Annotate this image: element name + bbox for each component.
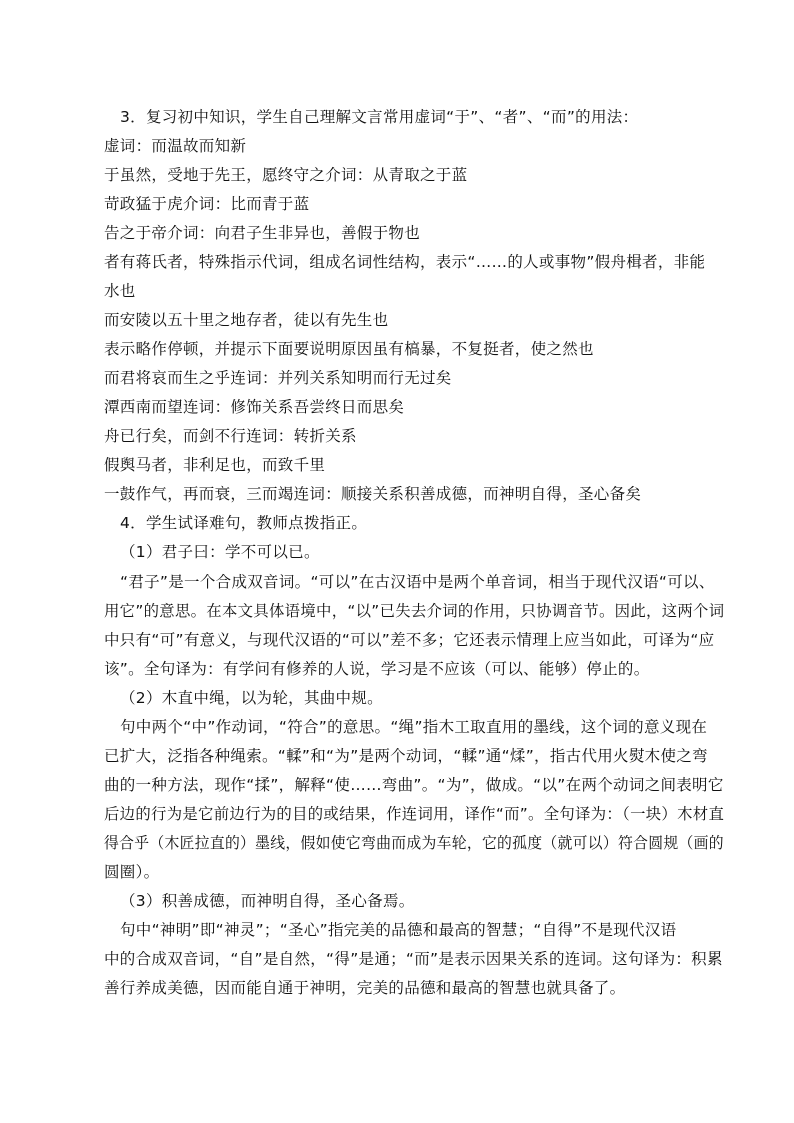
text-line-8: 而安陵以五十里之地存者，徒以有先生也 [104, 311, 389, 329]
text-line-27: 圆圈）。 [104, 863, 160, 881]
text-line-4: 苛政猛于虎介词：比而青于蓝 [104, 195, 310, 213]
text-line-31: 善行养成美德，因而能自通于神明，完美的品德和最高的智慧也就具备了。 [104, 979, 626, 997]
text-line-25: 后边的行为是它前边行为的目的或结果，作连词用，译作“而”。全句译为：（一块）木材直 [104, 805, 725, 823]
text-line-20: 该”。全句译为：有学问有修养的人说，学习是不应该（可以、能够）停止的。 [104, 660, 650, 678]
text-line-10: 而君将哀而生之乎连词：并列关系知明而行无过矣 [104, 369, 452, 387]
text-line-16: （1）君子曰：学不可以已。 [120, 543, 320, 561]
text-line-15: 4．学生试译难句，教师点拨指正。 [120, 514, 368, 532]
text-line-1: 3．复习初中知识，学生自己理解文言常用虚词“于”、“者”、“而”的用法： [120, 108, 639, 126]
text-line-19: 中只有“可”有意义，与现代汉语的“可以”差不多；它还表示情理上应当如此，可译为“应 [104, 631, 715, 649]
text-line-22: 句中两个“中”作动词，“符合”的意思。“绳”指木工取直用的墨线，这个词的意义现在 [120, 718, 708, 736]
text-line-14: 一鼓作气，再而衰，三而竭连词：顺接关系积善成德，而神明自得，圣心备矣 [104, 485, 642, 503]
text-line-17: “君子”是一个合成双音词。“可以”在古汉语中是两个单音词，相当于现代汉语“可以、 [120, 573, 715, 591]
text-line-3: 于虽然，受地于先王，愿终守之介词：从青取之于蓝 [104, 166, 468, 184]
text-line-2: 虚词：而温故而知新 [104, 137, 247, 155]
text-line-9: 表示略作停顿，并提示下面要说明原因虽有槁暴，不复挺者，使之然也 [104, 340, 594, 358]
text-line-5: 告之于帝介词：向君子生非异也，善假于物也 [104, 224, 421, 242]
text-line-6: 者有蒋氏者，特殊指示代词，组成名词性结构，表示“……的人或事物”假舟楫者，非能 [104, 253, 706, 271]
text-line-13: 假舆马者，非利足也，而致千里 [104, 456, 326, 474]
text-line-12: 舟已行矣，而剑不行连词：转折关系 [104, 427, 357, 445]
text-line-11: 潭西南而望连词：修饰关系吾尝终日而思矣 [104, 398, 405, 416]
text-line-26: 得合乎（木匠拉直的）墨线，假如使它弯曲而成为车轮，它的孤度（就可以）符合圆规（画的 [104, 834, 724, 852]
text-line-21: （2）木直中绳，以为轮，其曲中规。 [120, 689, 383, 707]
text-line-29: 句中“神明”即“神灵”；“圣心”指完美的品德和最高的智慧；“自得”不是现代汉语 [120, 921, 677, 939]
text-line-28: （3）积善成德，而神明自得，圣心备焉。 [120, 892, 415, 910]
text-line-7: 水也 [104, 282, 136, 300]
text-line-18: 用它”的意思。在本文具体语境中，“以”已失去介词的作用，只协调音节。因此，这两个词 [104, 602, 725, 620]
text-line-30: 中的合成双音词，“自”是自然，“得”是通；“而”是表示因果关系的连词。这句译为：积累 [104, 950, 723, 968]
text-line-24: 曲的一种方法，现作“揉”，解释“使……弯曲”。“为”，做成。“以”在两个动词之间表明它 [104, 776, 724, 794]
text-line-23: 已扩大，泛指各种绳索。“輮”和“为”是两个动词，“輮”通“煣”，指古代用火熨木使之弯 [104, 747, 708, 765]
